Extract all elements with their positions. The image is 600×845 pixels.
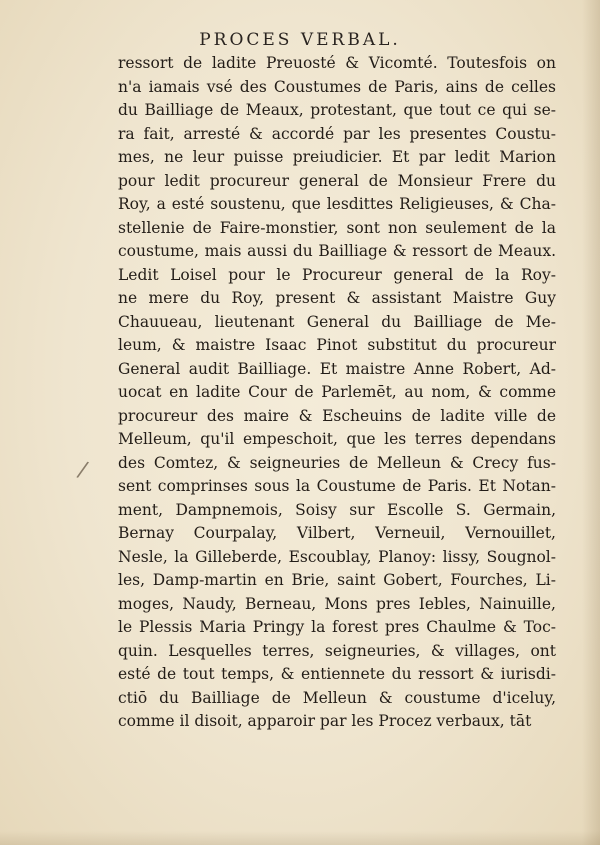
text-line: esté de tout temps, & entiennete du ressort & iurisdi- — [118, 665, 556, 683]
text-line: les, Damp-martin en Brie, saint Gobert, Fourches, Li- — [118, 571, 556, 589]
text-line: le Plessis Maria Pringy la forest pres Chaulme & Toc- — [118, 618, 556, 636]
text-line: leum, & maistre Isaac Pinot substitut du procureur — [118, 336, 556, 354]
text-line: comme il disoit, apparoir par les Procez verbaux, tāt — [118, 712, 532, 730]
text-line: Roy, a esté soustenu, que lesdittes Religieuses, & Cha- — [118, 195, 556, 213]
text-line: ctiō du Bailliage de Melleun & coustume d'iceluy, — [118, 688, 556, 707]
text-line: du Bailliage de Meaux, protestant, que tout ce qui se- — [118, 101, 556, 119]
text-line: n'a iamais vsé des Coustumes de Paris, ains de celles — [118, 77, 556, 96]
text-line: procureur des maire & Escheuins de ladite ville de — [118, 406, 556, 425]
page-bottom-shadow — [0, 831, 600, 845]
text-line: Nesle, la Gilleberde, Escoublay, Planoy: lissy, Sougnol- — [118, 547, 556, 566]
text-line: General audit Bailliage. Et maistre Anne Robert, Ad- — [118, 359, 556, 378]
margin-pen-mark: / — [75, 457, 90, 484]
text-line: pour ledit procureur general de Monsieur Frere du — [118, 171, 556, 190]
text-line: moges, Naudy, Berneau, Mons pres Iebles, Nainuille, — [118, 594, 556, 613]
text-line: des Comtez, & seigneuries de Melleun & Crecy fus- — [118, 453, 556, 472]
text-line: Chauueau, lieutenant General du Bailliage de Me- — [118, 312, 556, 331]
text-line: ment, Dampnemois, Soisy sur Escolle S. Germain, — [118, 500, 556, 519]
text-line: Bernay Courpalay, Vilbert, Verneuil, Vernouillet, — [118, 524, 556, 542]
page-edge-shadow — [582, 0, 600, 845]
text-line: quin. Lesquelles terres, seigneuries, & villages, ont — [118, 641, 556, 660]
text-line: mes, ne leur puisse preiudicier. Et par ledit Marion — [118, 148, 556, 166]
text-line: coustume, mais aussi du Bailliage & ressort de Meaux. — [118, 242, 556, 260]
running-head: PROCES VERBAL. — [199, 30, 401, 50]
text-line: sent comprinses sous la Coustume de Paris. Et Notan- — [118, 477, 556, 495]
body-text — [118, 52, 556, 734]
text-line: uocat en ladite Cour de Parlemēt, au nom, & comme — [118, 383, 556, 401]
text-line: Melleum, qu'il empeschoit, que les terres dependans — [118, 430, 556, 448]
text-line: ra fait, arresté & accordé par les presentes Coustu- — [118, 124, 556, 143]
text-line: ressort de ladite Preuosté & Vicomté. Toutesfois on — [118, 54, 556, 72]
text-line: ne mere du Roy, present & assistant Maistre Guy — [118, 289, 556, 307]
text-line: Ledit Loisel pour le Procureur general de la Roy- — [118, 265, 556, 284]
text-line: stellenie de Faire-monstier, sont non seulement de la — [118, 218, 556, 237]
